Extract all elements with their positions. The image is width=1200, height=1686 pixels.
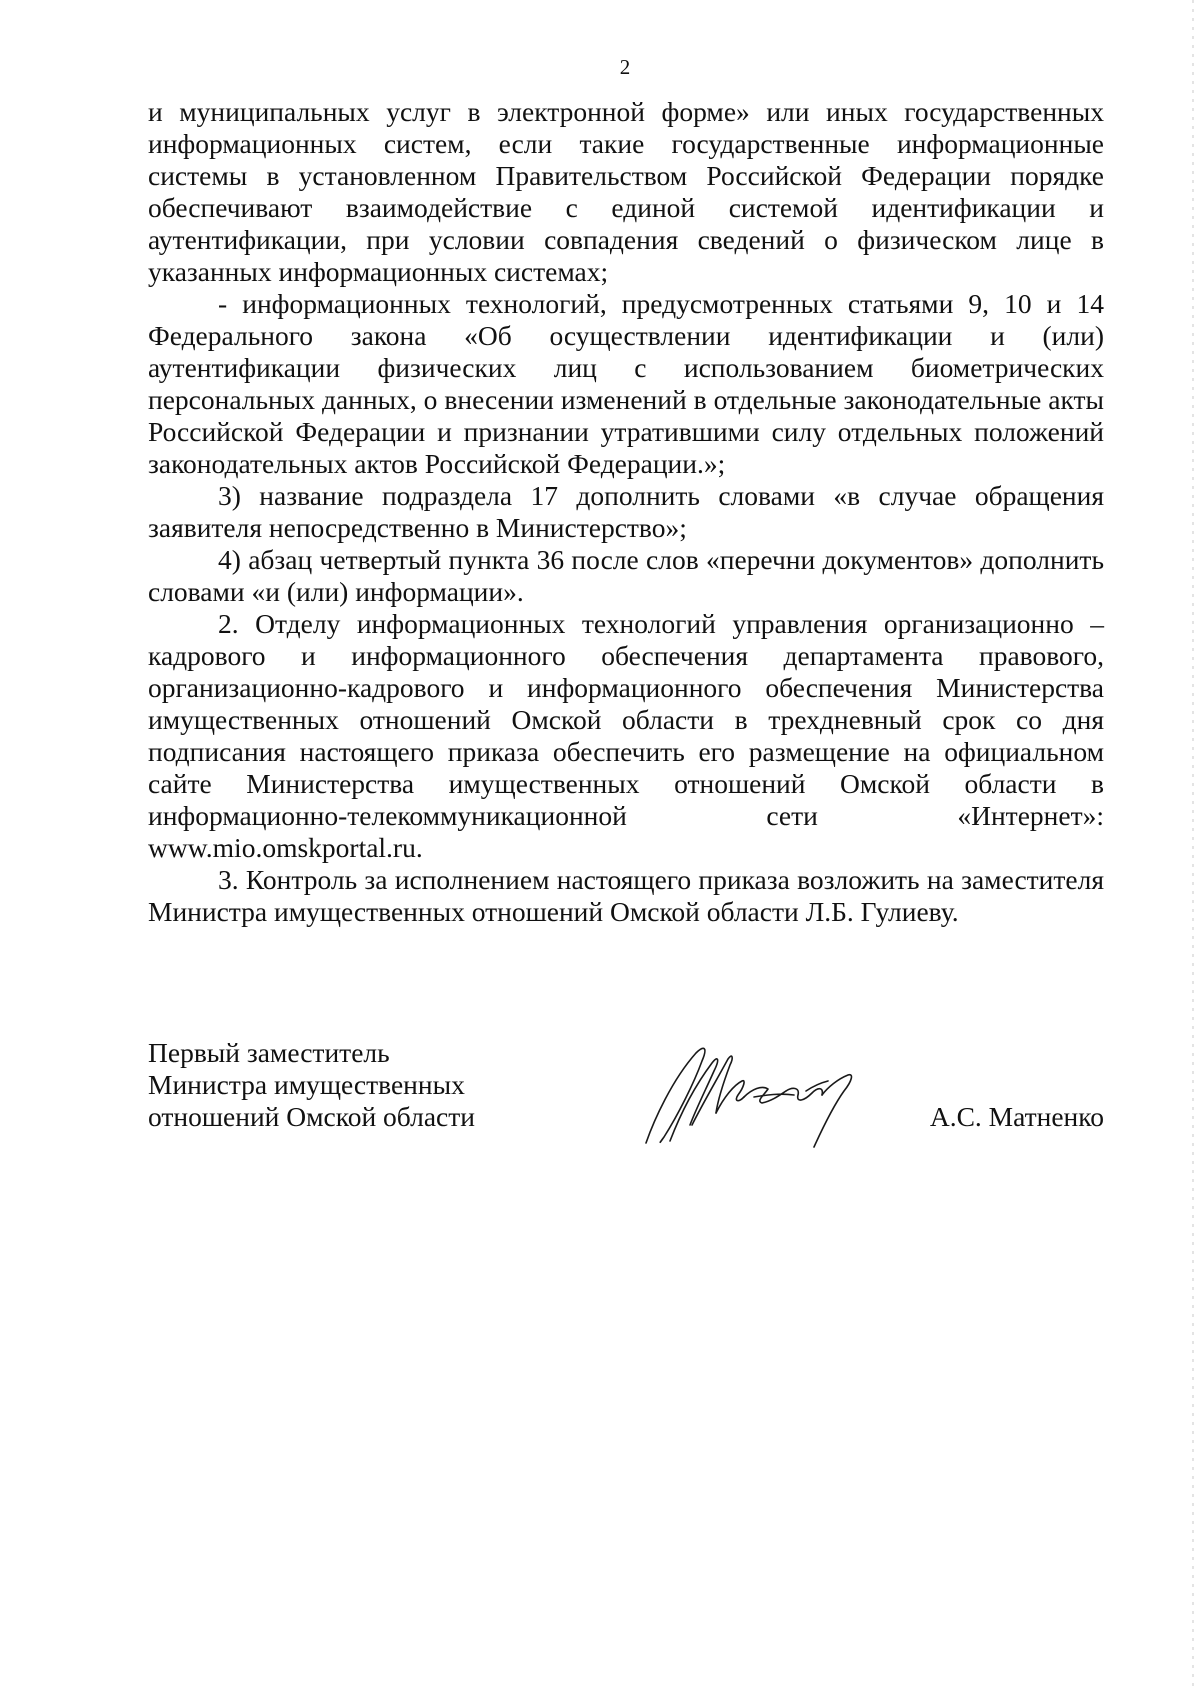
paragraph-clause-2: 2. Отделу информационных технологий управления организационно – кадрового и информационного обеспечения департамента правового, организационно-кадрового и информационного обеспечения Министерства имущественных отношений Омской области в трехдневный срок со дня подписания настоящего приказа обеспечить его размещение на официальном сайте Министерства имущественных отношений Омской области в информационно-телекоммуникационной сети «Интернет»: www.mio.omskportal.ru.	[148, 608, 1104, 863]
paragraph-continuation: и муниципальных услуг в электронной форме» или иных государственных информационных систем, если такие государственные информационные системы в установленном Правительством Российской Федерации порядке обеспечивают взаимодействие с единой системой идентификации и аутентификации, при условии совпадения сведений о физическом лице в указанных информационных системах;	[148, 96, 1104, 287]
scan-edge-artifact	[1192, 0, 1194, 1686]
signer-title-line: отношений Омской области	[148, 1101, 475, 1132]
signature-block	[148, 1037, 1104, 1157]
handwritten-signature	[634, 1025, 874, 1165]
paragraph-item-3: 3) название подраздела 17 дополнить словами «в случае обращения заявителя непосредственно в Министерство»;	[148, 480, 1104, 543]
paragraph-information-technologies: - информационных технологий, предусмотренных статьями 9, 10 и 14 Федерального закона «Об осуществлении идентификации и (или) аутентификации физических лиц с использованием биометрических персональных данных, о внесении изменений в отдельные законодательные акты Российской Федерации и признании утратившими силу отдельных положений законодательных актов Российской Федерации.»;	[148, 288, 1104, 479]
page-number: 2	[619, 55, 631, 79]
signer-title	[148, 1037, 475, 1133]
paragraph-item-4: 4) абзац четвертый пункта 36 после слов «перечни документов» дополнить словами «и (или) информации».	[148, 544, 1104, 607]
paragraph-clause-3: 3. Контроль за исполнением настоящего приказа возложить на заместителя Министра имущественных отношений Омской области Л.Б. Гулиеву.	[148, 864, 1104, 927]
signer-title-line: Министра имущественных	[148, 1069, 465, 1100]
signer-title-line: Первый заместитель	[148, 1037, 390, 1068]
signer-name: А.С. Матненко	[929, 1101, 1104, 1132]
document-body	[148, 96, 1104, 928]
